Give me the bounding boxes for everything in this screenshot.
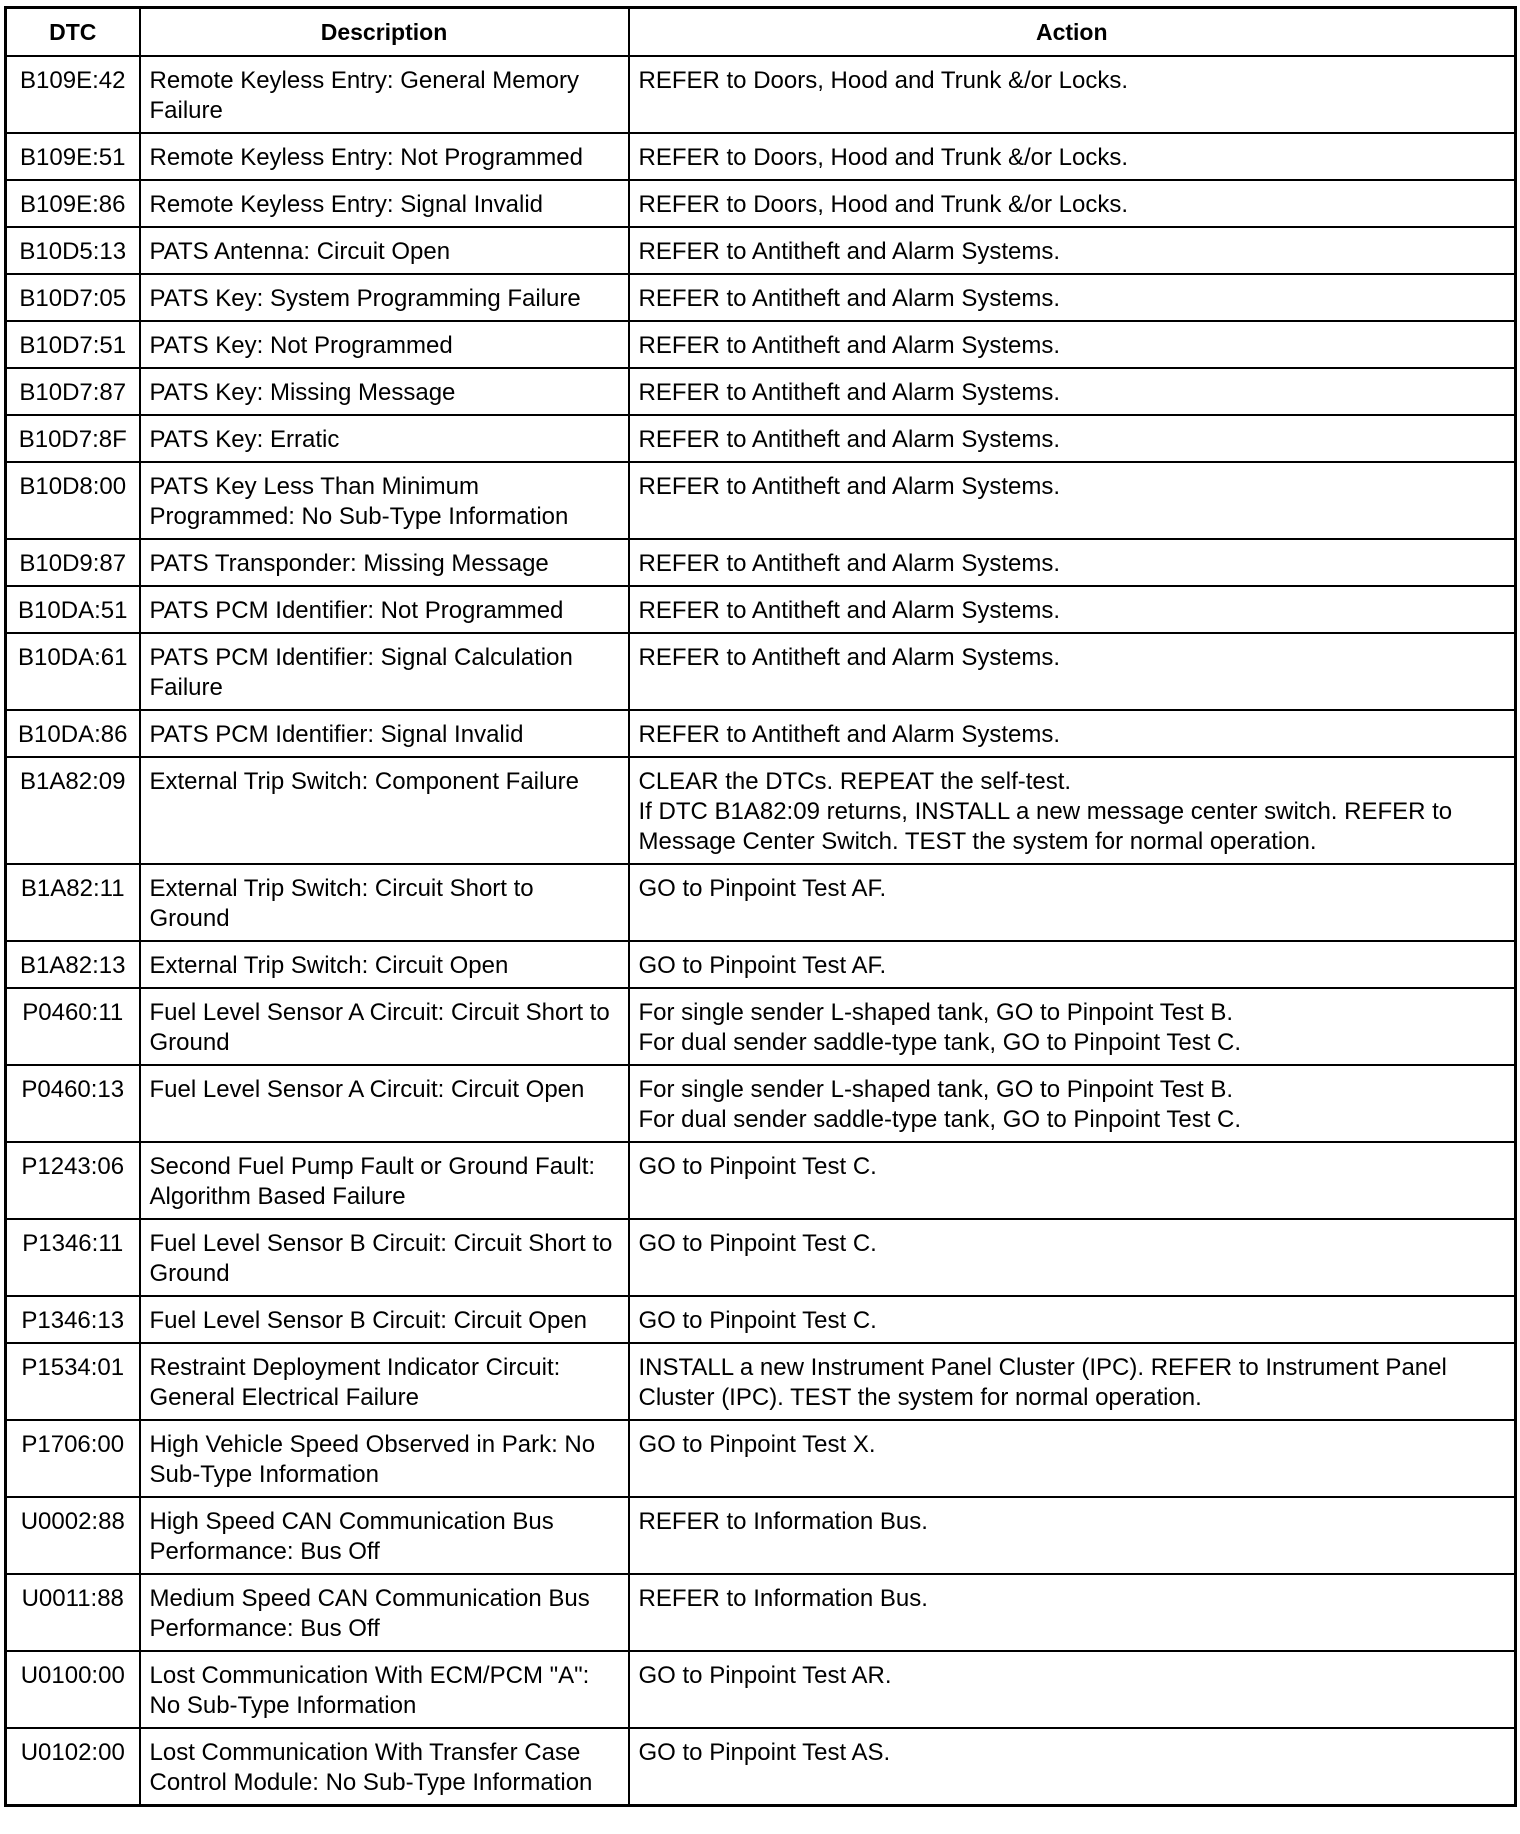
action-line: GO to Pinpoint Test C.	[638, 1153, 877, 1180]
dtc-code-cell: P0460:13	[6, 1065, 140, 1142]
description-cell: PATS Key: System Programming Failure	[140, 274, 629, 321]
dtc-code-cell: P1346:11	[6, 1219, 140, 1296]
description-cell: High Speed CAN Communication Bus Performance: Bus Off	[140, 1497, 629, 1574]
description-cell: External Trip Switch: Component Failure	[140, 757, 629, 864]
table-row	[6, 710, 1516, 757]
action-cell	[629, 1065, 1516, 1142]
action-line: REFER to Antitheft and Alarm Systems.	[638, 721, 1060, 748]
action-cell	[629, 941, 1516, 988]
table-row	[6, 321, 1516, 368]
table-row	[6, 1296, 1516, 1343]
dtc-table	[4, 6, 1517, 1807]
action-cell	[629, 710, 1516, 757]
action-line: REFER to Doors, Hood and Trunk &/or Locks.	[638, 67, 1129, 94]
description-cell: High Vehicle Speed Observed in Park: No Sub-Type Information	[140, 1420, 629, 1497]
table-row	[6, 864, 1516, 941]
action-line: For dual sender saddle-type tank, GO to Pinpoint Test C.	[638, 1106, 1242, 1133]
dtc-code-cell: U0100:00	[6, 1651, 140, 1728]
description-cell: PATS PCM Identifier: Not Programmed	[140, 586, 629, 633]
table-row	[6, 757, 1516, 864]
description-cell: Fuel Level Sensor A Circuit: Circuit Short to Ground	[140, 988, 629, 1065]
action-cell	[629, 415, 1516, 462]
dtc-code-cell: B10D5:13	[6, 227, 140, 274]
dtc-code-cell: P1706:00	[6, 1420, 140, 1497]
description-cell: External Trip Switch: Circuit Open	[140, 941, 629, 988]
description-cell: Lost Communication With Transfer Case Control Module: No Sub-Type Information	[140, 1728, 629, 1806]
action-line: For single sender L-shaped tank, GO to Pinpoint Test B.	[638, 999, 1234, 1026]
action-cell	[629, 462, 1516, 539]
dtc-code-cell: B10D7:05	[6, 274, 140, 321]
table-header-row	[6, 8, 1516, 57]
dtc-code-cell: B1A82:09	[6, 757, 140, 864]
action-line: GO to Pinpoint Test X.	[638, 1431, 876, 1458]
dtc-code-cell: B109E:51	[6, 133, 140, 180]
table-row	[6, 1142, 1516, 1219]
dtc-code-cell: B10D8:00	[6, 462, 140, 539]
description-cell: PATS Key: Erratic	[140, 415, 629, 462]
table-row	[6, 941, 1516, 988]
action-line: REFER to Doors, Hood and Trunk &/or Locks.	[638, 191, 1129, 218]
description-cell: PATS Key: Not Programmed	[140, 321, 629, 368]
description-cell: Second Fuel Pump Fault or Ground Fault: Algorithm Based Failure	[140, 1142, 629, 1219]
dtc-table-container	[4, 6, 1514, 1807]
dtc-code-cell: B10D7:8F	[6, 415, 140, 462]
action-line: INSTALL a new Instrument Panel Cluster (IPC). REFER to Instrument Panel Cluster (IPC). TEST the system for normal operation.	[638, 1354, 1447, 1411]
description-cell: Restraint Deployment Indicator Circuit: General Electrical Failure	[140, 1343, 629, 1420]
description-cell: PATS PCM Identifier: Signal Calculation Failure	[140, 633, 629, 710]
dtc-code-cell: P1534:01	[6, 1343, 140, 1420]
description-cell: Fuel Level Sensor B Circuit: Circuit Open	[140, 1296, 629, 1343]
action-cell	[629, 56, 1516, 133]
action-cell	[629, 1142, 1516, 1219]
action-cell	[629, 1219, 1516, 1296]
dtc-code-cell: B10D9:87	[6, 539, 140, 586]
table-row	[6, 227, 1516, 274]
action-cell	[629, 227, 1516, 274]
table-row	[6, 1651, 1516, 1728]
action-cell	[629, 757, 1516, 864]
table-row	[6, 368, 1516, 415]
action-cell	[629, 988, 1516, 1065]
description-cell: Fuel Level Sensor A Circuit: Circuit Open	[140, 1065, 629, 1142]
action-line: REFER to Antitheft and Alarm Systems.	[638, 644, 1060, 671]
description-cell: Remote Keyless Entry: Signal Invalid	[140, 180, 629, 227]
action-line: REFER to Antitheft and Alarm Systems.	[638, 238, 1060, 265]
action-line: REFER to Antitheft and Alarm Systems.	[638, 550, 1060, 577]
action-cell	[629, 1296, 1516, 1343]
action-line: GO to Pinpoint Test AR.	[638, 1662, 892, 1689]
table-body	[6, 56, 1516, 1806]
action-line: GO to Pinpoint Test AS.	[638, 1739, 891, 1766]
action-line: GO to Pinpoint Test AF.	[638, 875, 887, 902]
action-line: GO to Pinpoint Test AF.	[638, 952, 887, 979]
description-cell: Medium Speed CAN Communication Bus Performance: Bus Off	[140, 1574, 629, 1651]
action-line: GO to Pinpoint Test C.	[638, 1230, 877, 1257]
dtc-code-cell: B10D7:51	[6, 321, 140, 368]
dtc-code-cell: B109E:42	[6, 56, 140, 133]
description-cell: Lost Communication With ECM/PCM "A": No Sub-Type Information	[140, 1651, 629, 1728]
action-cell	[629, 1343, 1516, 1420]
table-row	[6, 56, 1516, 133]
action-line: REFER to Antitheft and Alarm Systems.	[638, 379, 1060, 406]
dtc-code-cell: P0460:11	[6, 988, 140, 1065]
header-description: Description	[140, 8, 629, 57]
action-line: REFER to Antitheft and Alarm Systems.	[638, 597, 1060, 624]
action-line: For dual sender saddle-type tank, GO to Pinpoint Test C.	[638, 1029, 1242, 1056]
action-line: REFER to Antitheft and Alarm Systems.	[638, 426, 1060, 453]
header-action: Action	[629, 8, 1516, 57]
dtc-code-cell: B10DA:51	[6, 586, 140, 633]
action-line: REFER to Antitheft and Alarm Systems.	[638, 473, 1060, 500]
action-cell	[629, 1420, 1516, 1497]
table-row	[6, 1497, 1516, 1574]
description-cell: Fuel Level Sensor B Circuit: Circuit Short to Ground	[140, 1219, 629, 1296]
action-cell	[629, 1651, 1516, 1728]
dtc-code-cell: B109E:86	[6, 180, 140, 227]
description-cell: PATS Key: Missing Message	[140, 368, 629, 415]
header-dtc: DTC	[6, 8, 140, 57]
table-row	[6, 462, 1516, 539]
action-line: REFER to Information Bus.	[638, 1585, 928, 1612]
dtc-code-cell: P1243:06	[6, 1142, 140, 1219]
table-row	[6, 633, 1516, 710]
table-row	[6, 180, 1516, 227]
dtc-code-cell: U0002:88	[6, 1497, 140, 1574]
description-cell: Remote Keyless Entry: Not Programmed	[140, 133, 629, 180]
description-cell: PATS Transponder: Missing Message	[140, 539, 629, 586]
dtc-code-cell: B10DA:86	[6, 710, 140, 757]
dtc-code-cell: B1A82:11	[6, 864, 140, 941]
table-row	[6, 539, 1516, 586]
action-cell	[629, 864, 1516, 941]
dtc-code-cell: U0102:00	[6, 1728, 140, 1806]
action-line: For single sender L-shaped tank, GO to Pinpoint Test B.	[638, 1076, 1234, 1103]
description-cell: External Trip Switch: Circuit Short to Ground	[140, 864, 629, 941]
dtc-code-cell: U0011:88	[6, 1574, 140, 1651]
action-cell	[629, 633, 1516, 710]
table-row	[6, 1728, 1516, 1806]
action-line: REFER to Antitheft and Alarm Systems.	[638, 332, 1060, 359]
table-row	[6, 586, 1516, 633]
action-cell	[629, 586, 1516, 633]
action-line: If DTC B1A82:09 returns, INSTALL a new message center switch. REFER to Message Center Switch. TEST the system for normal operation.	[638, 798, 1453, 855]
description-cell: PATS Antenna: Circuit Open	[140, 227, 629, 274]
action-cell	[629, 368, 1516, 415]
action-line: REFER to Antitheft and Alarm Systems.	[638, 285, 1060, 312]
table-row	[6, 1343, 1516, 1420]
table-row	[6, 274, 1516, 321]
table-row	[6, 1420, 1516, 1497]
dtc-code-cell: B10D7:87	[6, 368, 140, 415]
action-line: REFER to Information Bus.	[638, 1508, 928, 1535]
table-row	[6, 1219, 1516, 1296]
action-cell	[629, 1497, 1516, 1574]
action-cell	[629, 321, 1516, 368]
dtc-code-cell: B10DA:61	[6, 633, 140, 710]
table-row	[6, 1574, 1516, 1651]
description-cell: PATS PCM Identifier: Signal Invalid	[140, 710, 629, 757]
table-row	[6, 415, 1516, 462]
action-line: CLEAR the DTCs. REPEAT the self-test.	[638, 768, 1072, 795]
action-cell	[629, 274, 1516, 321]
dtc-code-cell: P1346:13	[6, 1296, 140, 1343]
table-row	[6, 133, 1516, 180]
table-row	[6, 988, 1516, 1065]
description-cell: Remote Keyless Entry: General Memory Failure	[140, 56, 629, 133]
action-line: REFER to Doors, Hood and Trunk &/or Locks.	[638, 144, 1129, 171]
action-cell	[629, 180, 1516, 227]
action-cell	[629, 1728, 1516, 1806]
description-cell: PATS Key Less Than Minimum Programmed: No Sub-Type Information	[140, 462, 629, 539]
dtc-code-cell: B1A82:13	[6, 941, 140, 988]
action-cell	[629, 539, 1516, 586]
table-row	[6, 1065, 1516, 1142]
action-cell	[629, 1574, 1516, 1651]
action-cell	[629, 133, 1516, 180]
action-line: GO to Pinpoint Test C.	[638, 1307, 877, 1334]
